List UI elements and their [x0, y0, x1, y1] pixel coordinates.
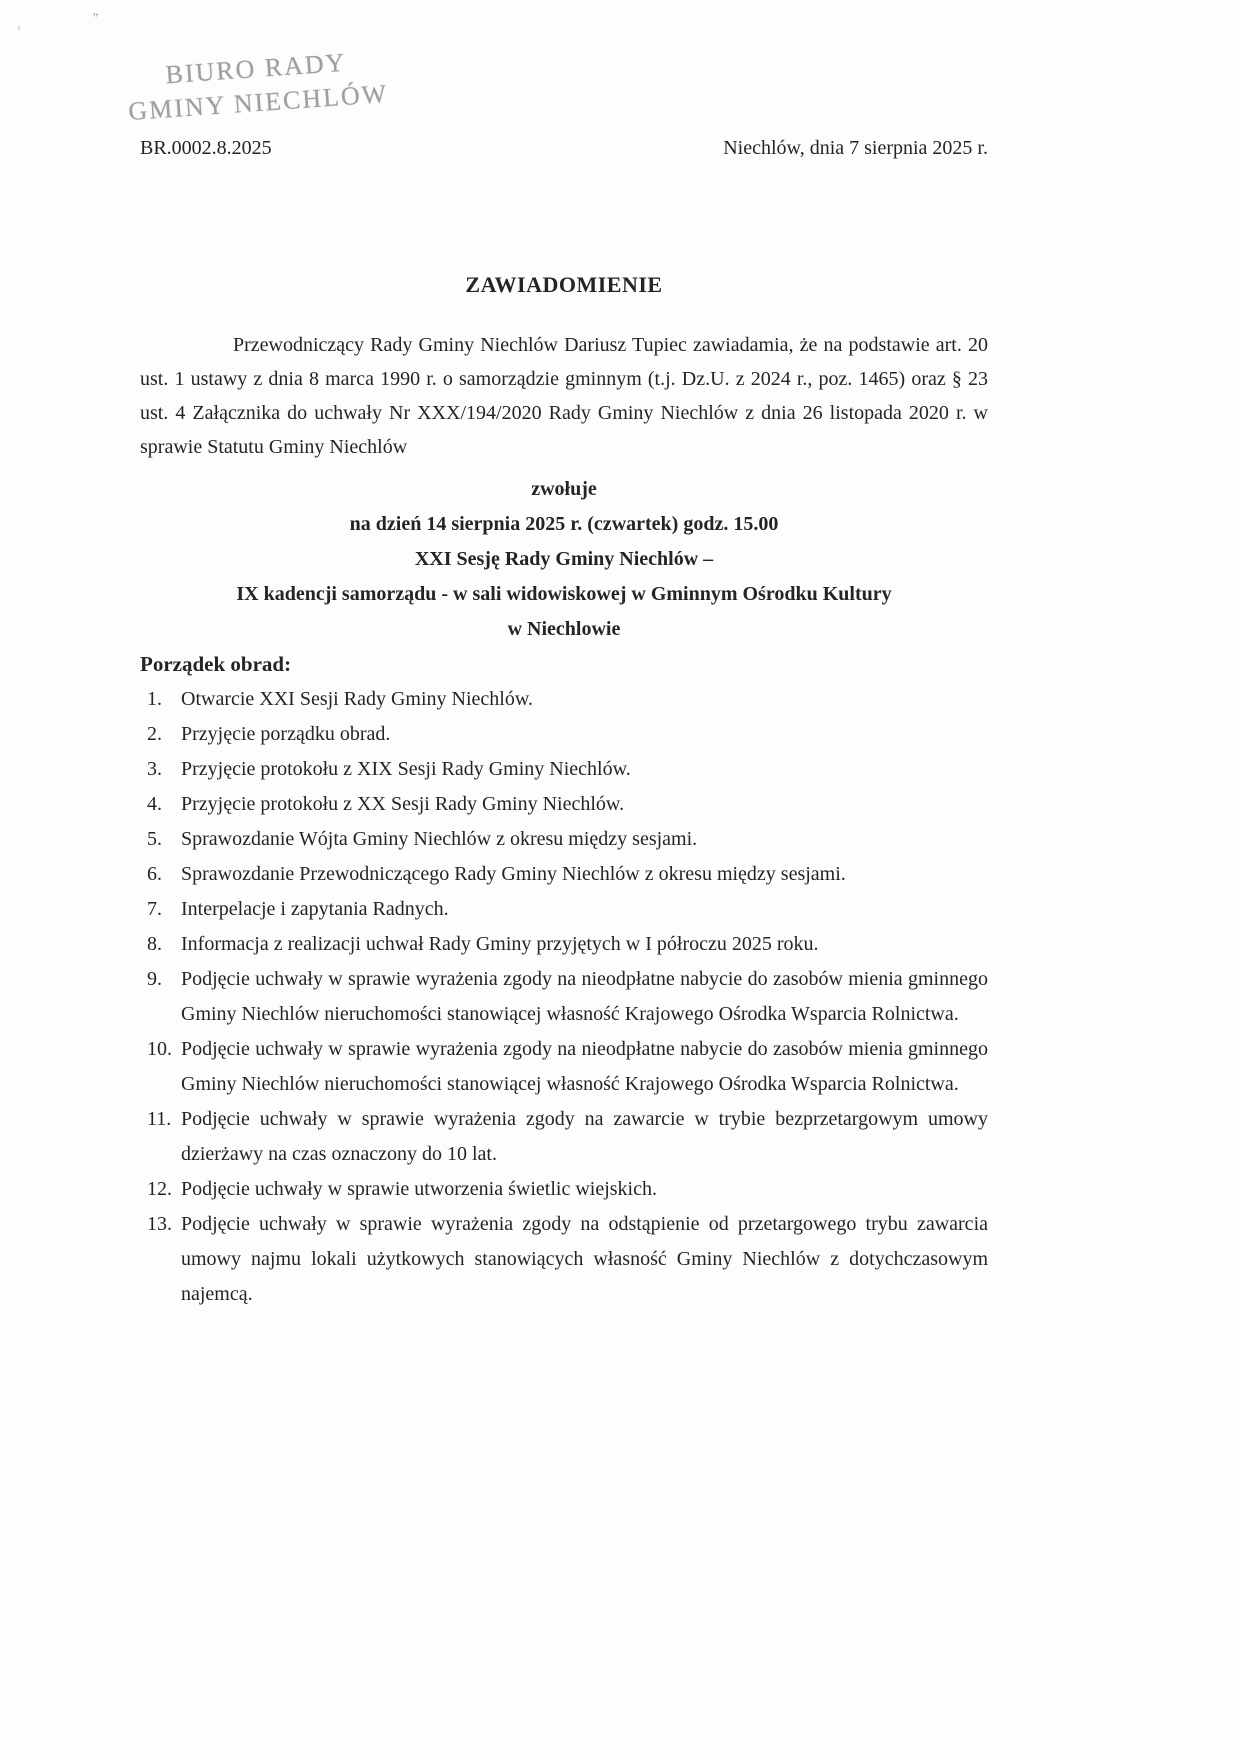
agenda-item — [140, 857, 988, 892]
agenda-item — [140, 927, 988, 962]
stamp-line-2: GMINY NIECHLÓW — [127, 78, 390, 127]
agenda-item-number: 6. — [147, 863, 162, 885]
document-title: ZAWIADOMIENIE — [465, 272, 663, 297]
agenda-item-text: Podjęcie uchwały w sprawie wyrażenia zgody na zawarcie w trybie bezprzetargowym umowy dzierżawy na czas oznaczony do 10 lat. — [181, 1108, 988, 1165]
agenda-item — [140, 822, 988, 857]
agenda-item — [140, 1172, 988, 1207]
agenda-item — [140, 1102, 988, 1172]
scan-artifact: ʳ — [16, 21, 22, 37]
place-and-date: Niechlów, dnia 7 sierpnia 2025 r. — [723, 137, 988, 159]
agenda-heading: Porządek obrad: — [140, 652, 292, 676]
agenda-item-number: 3. — [147, 758, 162, 780]
reference-number: BR.0002.8.2025 — [140, 137, 272, 159]
header-row — [140, 136, 988, 160]
agenda-item-text: Otwarcie XXI Sesji Rady Gminy Niechlów. — [181, 688, 533, 710]
office-stamp — [125, 43, 389, 129]
agenda-item-text: Przyjęcie porządku obrad. — [181, 723, 391, 745]
convocation-block — [140, 472, 988, 647]
agenda-item — [140, 1207, 988, 1312]
agenda-item-number: 4. — [147, 793, 162, 815]
agenda-item-text: Sprawozdanie Przewodniczącego Rady Gminy Niechlów z okresu między sesjami. — [181, 863, 846, 885]
agenda-item-text: Przyjęcie protokołu z XX Sesji Rady Gminy Niechlów. — [181, 793, 625, 815]
session-datetime: na dzień 14 sierpnia 2025 r. (czwartek) godz. 15.00 — [349, 513, 779, 535]
agenda-item-number: 7. — [147, 898, 162, 920]
agenda-item — [140, 717, 988, 752]
agenda-list — [140, 682, 988, 1312]
session-location-line2: w Niechlowie — [507, 618, 621, 640]
agenda-item-text: Interpelacje i zapytania Radnych. — [181, 898, 449, 920]
agenda-item-number: 11. — [147, 1108, 172, 1130]
agenda-item — [140, 752, 988, 787]
agenda-item-number: 9. — [147, 968, 162, 990]
agenda-item — [140, 1032, 988, 1102]
agenda-item-text: Podjęcie uchwały w sprawie utworzenia świetlic wiejskich. — [181, 1178, 657, 1200]
session-name: XXI Sesję Rady Gminy Niechlów – — [414, 548, 714, 570]
agenda-item — [140, 682, 988, 717]
session-location-line1: IX kadencji samorządu - w sali widowiskowej w Gminnym Ośrodku Kultury — [236, 583, 892, 605]
agenda-item-number: 10. — [147, 1038, 172, 1060]
agenda-item-text: Przyjęcie protokołu z XIX Sesji Rady Gminy Niechlów. — [181, 758, 631, 780]
convocation-verb: zwołuje — [531, 478, 597, 500]
agenda-item-text: Informacja z realizacji uchwał Rady Gminy przyjętych w I półroczu 2025 roku. — [181, 933, 819, 955]
agenda-item-number: 13. — [147, 1213, 172, 1235]
agenda-item — [140, 892, 988, 927]
stamp-line-1: BIURO RADY — [164, 47, 348, 90]
agenda-item-number: 5. — [147, 828, 162, 850]
agenda-item — [140, 787, 988, 822]
agenda-item-number: 1. — [147, 688, 162, 710]
scan-artifact: ” — [90, 9, 100, 26]
agenda-item-number: 8. — [147, 933, 162, 955]
agenda-item-text: Podjęcie uchwały w sprawie wyrażenia zgody na nieodpłatne nabycie do zasobów mienia gminnego Gminy Niechlów nieruchomości stanowiącej własność Krajowego Ośrodka Wsparcia Rolnictwa. — [181, 1038, 988, 1095]
agenda-item-number: 2. — [147, 723, 162, 745]
intro-paragraph: Przewodniczący Rady Gminy Niechlów Dariusz Tupiec zawiadamia, że na podstawie art. 20 ust. 1 ustawy z dnia 8 marca 1990 r. o samorządzie gminnym (t.j. Dz.U. z 2024 r., poz. 1465) oraz § 23 ust. 4 Załącznika do uchwały Nr XXX/194/2020 Rady Gminy Niechlów z dnia 26 listopada 2020 r. w sprawie Statutu Gminy Niechlów — [140, 334, 988, 458]
agenda-item-text: Sprawozdanie Wójta Gminy Niechlów z okresu między sesjami. — [181, 828, 698, 850]
agenda-item-number: 12. — [147, 1178, 172, 1200]
agenda-item — [140, 962, 988, 1032]
agenda-item-text: Podjęcie uchwały w sprawie wyrażenia zgody na odstąpienie od przetargowego trybu zawarcia umowy najmu lokali użytkowych stanowiących własność Gminy Niechlów z dotychczasowym najemcą. — [181, 1213, 988, 1305]
agenda-item-text: Podjęcie uchwały w sprawie wyrażenia zgody na nieodpłatne nabycie do zasobów mienia gminnego Gminy Niechlów nieruchomości stanowiącej własność Krajowego Ośrodka Wsparcia Rolnictwa. — [181, 968, 988, 1025]
document-body — [140, 272, 988, 1312]
